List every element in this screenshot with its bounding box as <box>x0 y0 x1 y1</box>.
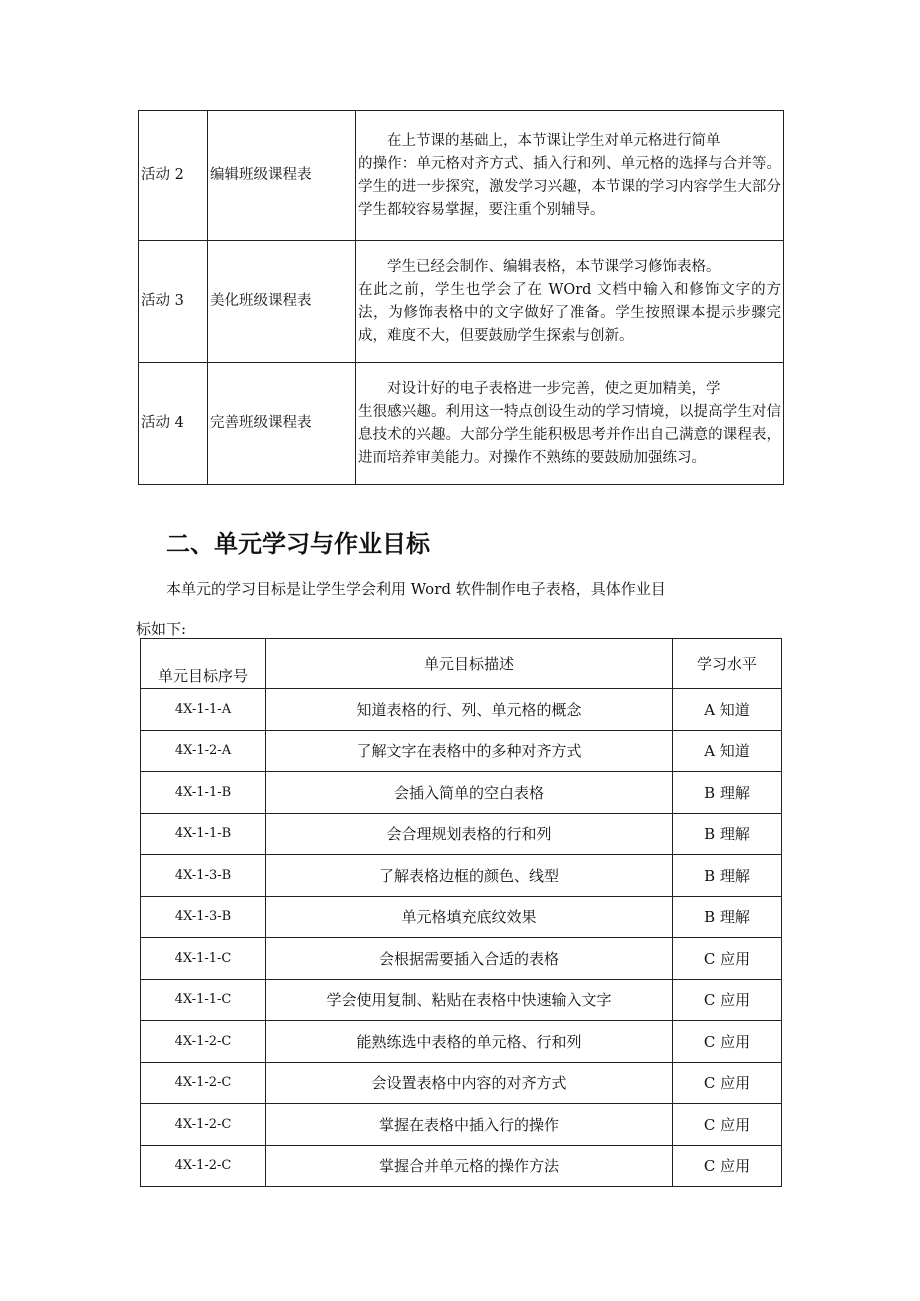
learning-level: C 应用 <box>673 1062 782 1104</box>
header-goal-description: 单元目标描述 <box>266 639 673 689</box>
goal-description: 了解表格边框的颜色、线型 <box>266 855 673 897</box>
table-row <box>141 813 782 855</box>
learning-level: B 理解 <box>673 813 782 855</box>
activity-number: 活动 2 <box>139 111 208 241</box>
section-heading: 二、单元学习与作业目标 <box>166 530 430 558</box>
header-goal-id: 单元目标序号 <box>141 639 266 689</box>
activity-description-first: 在上节课的基础上，本节课让学生对单元格进行简单 <box>387 132 721 149</box>
table-row <box>141 730 782 772</box>
goal-id: 4X-1-3-B <box>141 896 266 938</box>
activity-description-rest: 的操作：单元格对齐方式、插入行和列、单元格的选择与合并等。学生的进一步探究，激发学习兴趣，本节课的学习内容学生大部分学生都较容易掌握，要注重个别辅导。 <box>358 155 781 218</box>
goal-description: 掌握合并单元格的操作方法 <box>266 1145 673 1187</box>
activity-description-first: 对设计好的电子表格进一步完善，使之更加精美，学 <box>387 380 721 397</box>
learning-level: A 知道 <box>673 730 782 772</box>
activities-table <box>138 110 784 485</box>
activity-description-rest: 在此之前，学生也学会了在 WOrd 文档中输入和修饰文字的方法，为修饰表格中的文字做好了准备。学生按照课本提示步骤完成，难度不大，但要鼓励学生探索与创新。 <box>358 281 781 344</box>
intro-paragraph-line-2: 标如下: <box>136 620 187 638</box>
table-row <box>141 938 782 980</box>
table-row <box>141 1021 782 1063</box>
goal-id: 4X-1-1-C <box>141 979 266 1021</box>
goal-description: 会根据需要插入合适的表格 <box>266 938 673 980</box>
goal-id: 4X-1-2-A <box>141 730 266 772</box>
goal-id: 4X-1-1-B <box>141 813 266 855</box>
table-row <box>141 979 782 1021</box>
goal-description: 单元格填充底纹效果 <box>266 896 673 938</box>
learning-level: A 知道 <box>673 689 782 731</box>
goal-description: 掌握在表格中插入行的操作 <box>266 1104 673 1146</box>
activity-name: 完善班级课程表 <box>208 363 356 485</box>
goal-description: 学会使用复制、粘贴在表格中快速输入文字 <box>266 979 673 1021</box>
goal-id: 4X-1-2-C <box>141 1145 266 1187</box>
goals-table <box>140 638 782 1187</box>
table-row <box>139 111 784 241</box>
learning-level: B 理解 <box>673 896 782 938</box>
goal-id: 4X-1-3-B <box>141 855 266 897</box>
activity-description <box>356 111 784 241</box>
activity-number: 活动 4 <box>139 363 208 485</box>
goal-description: 会设置表格中内容的对齐方式 <box>266 1062 673 1104</box>
table-row <box>141 1062 782 1104</box>
table-row <box>141 689 782 731</box>
goal-id: 4X-1-1-C <box>141 938 266 980</box>
table-row <box>141 772 782 814</box>
goal-id: 4X-1-2-C <box>141 1062 266 1104</box>
activity-description <box>356 241 784 363</box>
goal-id: 4X-1-2-C <box>141 1104 266 1146</box>
activity-name: 编辑班级课程表 <box>208 111 356 241</box>
learning-level: C 应用 <box>673 1104 782 1146</box>
table-header-row <box>141 639 782 689</box>
table-row <box>139 363 784 485</box>
goal-description: 会合理规划表格的行和列 <box>266 813 673 855</box>
learning-level: C 应用 <box>673 938 782 980</box>
learning-level: C 应用 <box>673 979 782 1021</box>
goal-id: 4X-1-1-A <box>141 689 266 731</box>
table-row <box>141 1145 782 1187</box>
activity-description-first: 学生已经会制作、编辑表格，本节课学习修饰表格。 <box>387 258 721 275</box>
goal-id: 4X-1-1-B <box>141 772 266 814</box>
learning-level: C 应用 <box>673 1145 782 1187</box>
goal-description: 会插入简单的空白表格 <box>266 772 673 814</box>
table-row <box>139 241 784 363</box>
table-row <box>141 896 782 938</box>
intro-paragraph-line-1: 本单元的学习目标是让学生学会利用 Word 软件制作电子表格，具体作业目 <box>166 580 666 598</box>
goal-description: 了解文字在表格中的多种对齐方式 <box>266 730 673 772</box>
learning-level: B 理解 <box>673 772 782 814</box>
header-learning-level: 学习水平 <box>673 639 782 689</box>
goal-id: 4X-1-2-C <box>141 1021 266 1063</box>
goal-description: 知道表格的行、列、单元格的概念 <box>266 689 673 731</box>
table-row <box>141 855 782 897</box>
learning-level: C 应用 <box>673 1021 782 1063</box>
goals-table-body <box>141 689 782 1187</box>
learning-level: B 理解 <box>673 855 782 897</box>
activity-name: 美化班级课程表 <box>208 241 356 363</box>
activity-description <box>356 363 784 485</box>
goal-description: 能熟练选中表格的单元格、行和列 <box>266 1021 673 1063</box>
activity-number: 活动 3 <box>139 241 208 363</box>
activity-description-rest: 生很感兴趣。利用这一特点创设生动的学习情境，以提高学生对信息技术的兴趣。大部分学生能积极思考并作出自己满意的课程表，进而培养审美能力。对操作不熟练的要鼓励加强练习。 <box>358 403 781 466</box>
table-row <box>141 1104 782 1146</box>
